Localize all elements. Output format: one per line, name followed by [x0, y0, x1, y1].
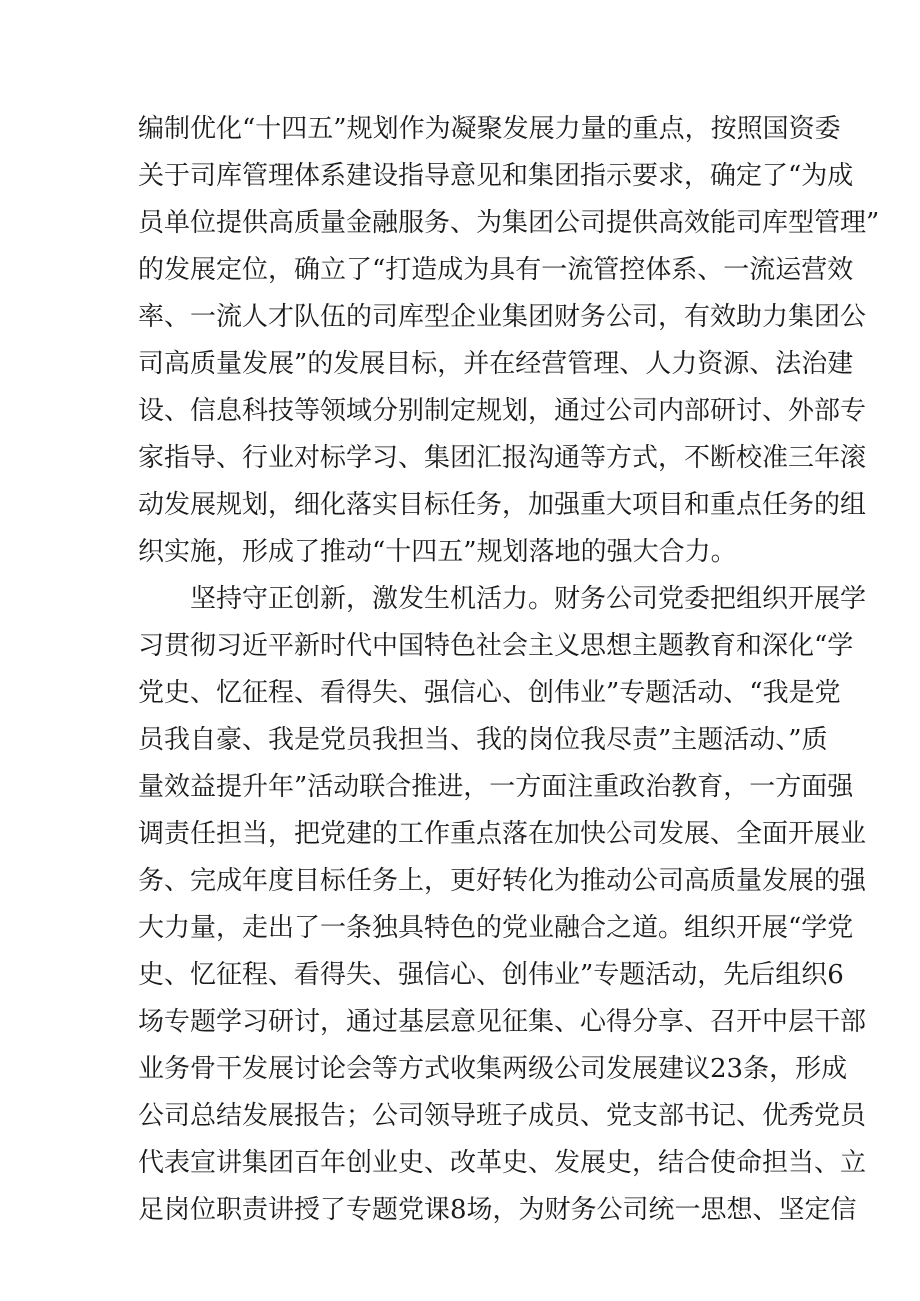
text-line: 家指导、行业对标学习、集团汇报沟通等方式，不断校准三年滚: [138, 443, 867, 473]
paragraph-2: [138, 576, 867, 1234]
text-line: 大力量，走出了一条独具特色的党业融合之道。组织开展“学党: [138, 913, 854, 943]
text-line: 设、信息科技等领域分别制定规划，通过公司内部研讨、外部专: [138, 396, 867, 426]
text-line: 司高质量发展”的发展目标，并在经营管理、人力资源、法治建: [138, 349, 854, 379]
text-line: 党史、忆征程、看得失、强信心、创伟业”专题活动、“我是党: [138, 678, 841, 708]
text-line: 业务骨干发展讨论会等方式收集两级公司发展建议23条，形成: [138, 1054, 848, 1084]
text-line: 足岗位职责讲授了专题党课8场，为财务公司统一思想、坚定信: [138, 1195, 857, 1225]
text-line: 动发展规划，细化落实目标任务，加强重大项目和重点任务的组: [138, 490, 867, 520]
text-line: 关于司库管理体系建设指导意见和集团指示要求，确定了“为成: [138, 161, 854, 191]
text-line: 场专题学习研讨，通过基层意见征集、心得分享、召开中层干部: [138, 1007, 867, 1037]
text-line: 的发展定位，确立了“打造成为具有一流管控体系、一流运营效: [138, 255, 854, 285]
text-line: 率、一流人才队伍的司库型企业集团财务公司，有效助力集团公: [138, 302, 867, 332]
text-line: 代表宣讲集团百年创业史、改革史、发展史，结合使命担当、立: [138, 1148, 867, 1178]
text-line: 织实施，形成了推动“十四五”规划落地的强大合力。: [138, 537, 737, 567]
text-line: 坚持守正创新，激发生机活力。财务公司党委把组织开展学: [138, 584, 867, 614]
text-line: 公司总结发展报告；公司领导班子成员、党支部书记、优秀党员: [138, 1101, 867, 1131]
text-line: 史、忆征程、看得失、强信心、创伟业”专题活动，先后组织6: [138, 960, 844, 990]
paragraph-1: [138, 106, 880, 576]
text-line: 量效益提升年”活动联合推进，一方面注重政治教育，一方面强: [138, 772, 854, 802]
text-line: 调责任担当，把党建的工作重点落在加快公司发展、全面开展业: [138, 819, 867, 849]
body-text: [138, 106, 880, 1234]
text-line: 习贯彻习近平新时代中国特色社会主义思想主题教育和深化“学: [138, 631, 854, 661]
text-line: 员我自豪、我是党员我担当、我的岗位我尽责”主题活动、”质: [138, 725, 828, 755]
text-line: 务、完成年度目标任务上，更好转化为推动公司高质量发展的强: [138, 866, 867, 896]
text-line: 编制优化“十四五”规划作为凝聚发展力量的重点，按照国资委: [138, 114, 841, 144]
text-line: 员单位提供高质量金融服务、为集团公司提供高效能司库型管理”: [138, 208, 880, 238]
